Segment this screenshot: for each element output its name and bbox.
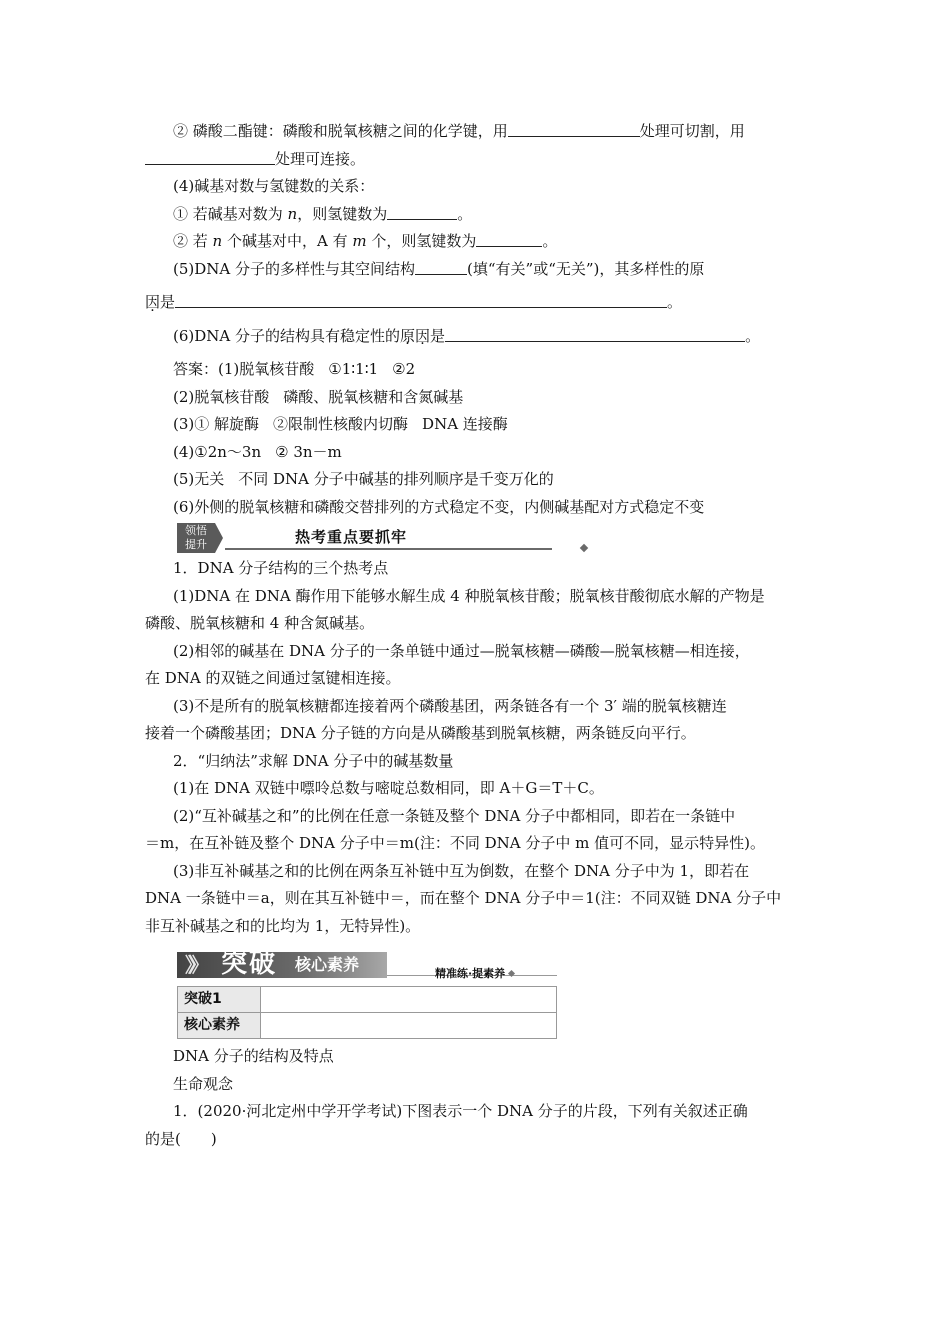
- fill-blank[interactable]: [476, 231, 542, 247]
- text-line: ① 若碱基对数为 n，则氢键数为 。: [173, 204, 473, 223]
- text-line: DNA 一条链中＝a，则在其互补链中＝，而在整个 DNA 分子中＝1(注：不同双链 DNA 分子中: [145, 889, 782, 907]
- text-line: ② 磷酸二酯键：磷酸和脱氧核糖之间的化学键，用 处理可切割，用: [173, 122, 745, 140]
- answer-line: (4)①2n～3n ② 3n－m: [173, 442, 342, 461]
- answer-line: (3)① 解旋酶 ②限制性核酸内切酶 DNA 连接酶: [173, 415, 508, 433]
- fill-blank[interactable]: [175, 292, 667, 308]
- diamond-icon: [508, 970, 515, 977]
- text-line: 因是 。: [145, 293, 683, 311]
- text-line: ＝m，在互补链及整个 DNA 分子中＝m(注：不同 DNA 分子中 m 值可不同，显示特异性)。: [145, 834, 765, 852]
- chevron-icon: 》》: [185, 953, 203, 977]
- heading: 2．“归纳法”求解 DNA 分子中的碱基数量: [173, 751, 454, 770]
- fill-blank[interactable]: [145, 149, 275, 165]
- box-label: 突破1: [178, 987, 261, 1012]
- document-page: [145, 118, 807, 1153]
- text-line: (5)DNA 分子的多样性与其空间结构 (填“有关”或“无关”)，其多样性的原: [173, 259, 705, 278]
- text-line: (3)不是所有的脱氧核糖都连接着两个磷酸基团，两条链各有一个 3′ 端的脱氧核糖连: [173, 696, 727, 715]
- text-line: (3)非互补碱基之和的比例在两条互补链中互为倒数，在整个 DNA 分子中为 1，即若在: [173, 861, 750, 880]
- heading: 1．DNA 分子结构的三个热考点: [173, 559, 389, 577]
- text-line: (2)相邻的碱基在 DNA 分子的一条单链中通过—脱氧核糖—磷酸—脱氧核糖—相连接，: [173, 641, 750, 660]
- text-line: (6)DNA 分子的结构具有稳定性的原因是 。: [173, 326, 761, 345]
- text-line: DNA 分子的结构及特点: [173, 1047, 334, 1065]
- header-right-label: 精准练·提素养: [435, 965, 514, 981]
- question-line: 1．(2020·河北定州中学开学考试)下图表示一个 DNA 分子的片段，下列有关叙述正确: [173, 1102, 748, 1120]
- text-line: (4)碱基对数与氢键数的关系：: [173, 177, 375, 195]
- text-line: (1)在 DNA 双链中嘌呤总数与嘧啶总数相同，即 A＋G＝T＋C。: [173, 779, 604, 797]
- box-value: [261, 987, 556, 1012]
- box-row: [178, 987, 556, 1013]
- text-line: ② 若 n 个碱基对中，A 有 m 个，则氢键数为 。: [173, 232, 558, 250]
- text-line: 处理可连接。: [145, 146, 807, 174]
- text-line: (2)“互补碱基之和”的比例在任意一条链及整个 DNA 分子中都相同，即若在一条链中: [173, 806, 736, 825]
- header-subtitle: 核心素养: [295, 955, 360, 974]
- banner-title: 热考重点要抓牢: [295, 528, 408, 546]
- fill-blank[interactable]: [445, 326, 745, 342]
- fill-blank[interactable]: [415, 259, 467, 275]
- divider: [225, 548, 552, 550]
- text-line: (1)DNA 在 DNA 酶作用下能够水解生成 4 种脱氧核苷酸；脱氧核苷酸彻底水解的产物是: [173, 586, 765, 605]
- question-line: 的是( ): [145, 1129, 217, 1148]
- fill-blank[interactable]: [387, 204, 457, 220]
- text-line: 在 DNA 的双链之间通过氢键相连接。: [145, 669, 401, 687]
- box-row: [178, 1013, 556, 1038]
- text-line: 生命观念: [173, 1074, 234, 1093]
- answer-line: 答案：(1)脱氧核苷酸 ①1∶1∶1 ②2: [173, 360, 416, 378]
- box-value: [261, 1013, 556, 1038]
- answer-line: (2)脱氧核苷酸 磷酸、脱氧核糖和含氮碱基: [173, 387, 464, 406]
- fill-blank[interactable]: [508, 121, 640, 137]
- text-line: 接着一个磷酸基团；DNA 分子链的方向是从磷酸基到脱氧核糖，两条链反向平行。: [145, 724, 696, 742]
- section-header: [177, 948, 807, 986]
- section-banner: [177, 523, 807, 553]
- answer-line: (5)无关 不同 DNA 分子中碱基的排列顺序是千变万化的: [173, 470, 554, 488]
- section-box: [177, 986, 557, 1039]
- banner-tag: 领悟 提升: [177, 523, 215, 553]
- box-label: 核心素养: [178, 1013, 261, 1038]
- header-title: 突破: [221, 949, 278, 979]
- text-line: 磷酸、脱氧核糖和 4 种含氮碱基。: [145, 614, 375, 632]
- answer-line: (6)外侧的脱氧核糖和磷酸交替排列的方式稳定不变，内侧碱基配对方式稳定不变: [173, 497, 705, 516]
- text-line: 非互补碱基之和的比均为 1，无特异性)。: [145, 916, 421, 935]
- diamond-icon: [580, 544, 588, 552]
